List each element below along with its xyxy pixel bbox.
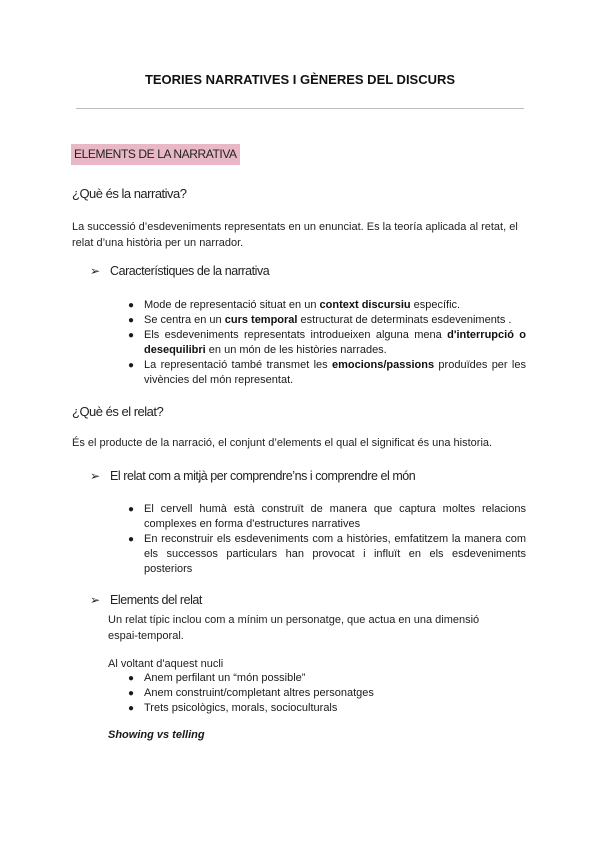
list-item: [128, 298, 526, 313]
item-bold: context discursiu: [319, 299, 411, 311]
section-highlight-elements-narrativa: ELEMENTS DE LA NARRATIVA: [71, 144, 240, 165]
item-text: estructurat de determinats esdeveniments .: [297, 314, 512, 326]
title-divider: [76, 108, 524, 109]
item-text: Els esdeveniments representats introdueixen alguna mena: [144, 329, 448, 341]
heading-elements-relat-text: Elements del relat: [110, 593, 202, 607]
bullet-icon: ●: [128, 688, 135, 699]
heading-que-es-relat: ¿Què és el relat?: [72, 404, 164, 419]
list-item: [128, 358, 526, 388]
bullet-icon: ●: [128, 330, 135, 341]
elements-relat-list: [128, 671, 526, 716]
item-text: Trets psicològics, morals, socioculturals: [144, 702, 338, 714]
paragraph-relat: És el producte de la narració, el conjunt d’elements el qual el significat és una historia.: [72, 437, 493, 449]
bullet-icon: ●: [128, 300, 135, 311]
heading-relat-mitja: [90, 469, 415, 483]
list-item: [128, 686, 526, 701]
item-text: Anem perfilant un “món possible”: [144, 672, 306, 684]
relat-mitja-list: [128, 502, 526, 577]
list-item: [128, 671, 526, 686]
bullet-icon: ●: [128, 673, 135, 684]
item-text: Se centra en un: [144, 314, 225, 326]
item-text: específic.: [410, 299, 461, 311]
heading-relat-mitja-text: El relat com a mitjà per comprendre’ns i comprendre el món: [110, 469, 416, 483]
document-title: TEORIES NARRATIVES I GÈNERES DEL DISCURS: [144, 72, 456, 87]
bullet-icon: ●: [128, 360, 135, 371]
item-bold: curs temporal: [224, 314, 298, 326]
heading-caracteristiques: [90, 264, 269, 278]
list-item: [128, 532, 526, 577]
list-item: [128, 701, 526, 716]
intro-nucli: Al voltant d'aquest nucli: [108, 658, 224, 670]
item-text: Anem construint/completant altres personatges: [144, 687, 374, 699]
item-text: Mode de representació situat en un: [144, 299, 320, 311]
bullet-icon: ●: [128, 315, 135, 326]
bullet-icon: ●: [128, 703, 135, 714]
list-item: [128, 502, 526, 532]
showing-vs-telling: Showing vs telling: [108, 729, 205, 741]
characteristics-list: [128, 298, 526, 388]
item-text: En reconstruir els esdeveniments com a històries, emfatitzem la manera com els successos particulars han provocat i influït en els esdeveniments posteriors: [144, 533, 526, 575]
item-bold: emocions/passions: [332, 359, 435, 371]
list-item: [128, 328, 526, 358]
bullet-icon: ●: [128, 504, 135, 515]
heading-que-es-narrativa: ¿Què és la narrativa?: [72, 186, 187, 201]
item-text: La representació també transmet les: [144, 359, 332, 371]
item-text: produïdes per les vivències del món representat.: [144, 359, 526, 386]
arrow-bullet-icon: ➢: [90, 264, 100, 278]
item-text: en un món de les històries narrades.: [205, 344, 387, 356]
heading-elements-relat: [90, 593, 202, 607]
heading-caracteristiques-text: Característiques de la narrativa: [110, 264, 270, 278]
bullet-icon: ●: [128, 534, 135, 545]
arrow-bullet-icon: ➢: [90, 593, 100, 607]
item-text: El cervell humà està construït de manera que captura moltes relacions complexes en forma d'estructures narratives: [144, 503, 526, 530]
paragraph-elements-relat: Un relat típic inclou com a mínim un personatge, que actua en una dimensió espai-temporal.: [108, 614, 480, 642]
arrow-bullet-icon: ➢: [90, 469, 100, 483]
item-bold: d'interrupció o desequilibri: [144, 329, 526, 356]
paragraph-narrativa: La successió d’esdeveniments representats en un enunciat. Es la teoría aplicada al retat, el relat d’una història per un narrador.: [72, 221, 518, 249]
list-item: [128, 313, 526, 328]
